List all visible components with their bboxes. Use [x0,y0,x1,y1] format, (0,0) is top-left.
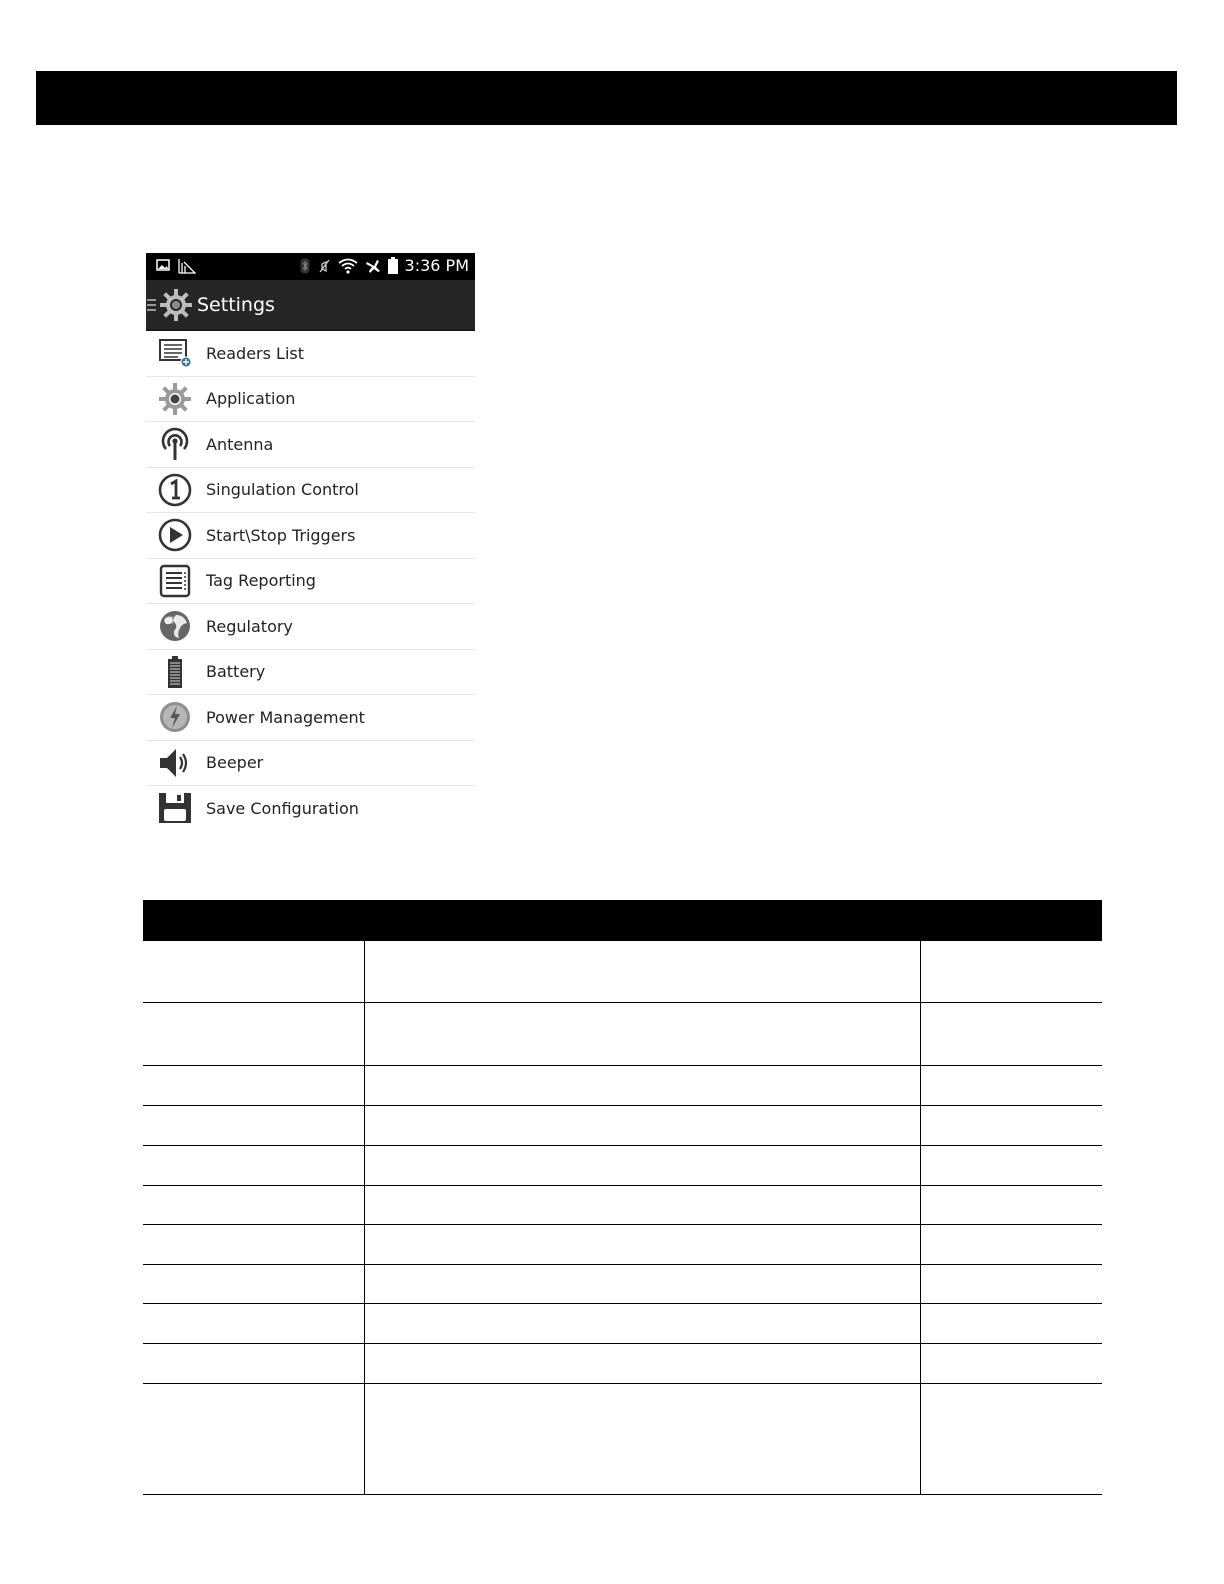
readers-list-icon [157,335,193,371]
floppy-icon [157,790,193,826]
table-row [143,1264,1102,1265]
app-bar[interactable] [146,280,475,331]
table-row [143,1065,1102,1066]
menu-item-power-management[interactable] [146,695,475,741]
number-one-icon [157,472,193,508]
image-icon [156,258,170,272]
app-title: Settings [197,293,275,316]
table-row [143,1343,1102,1344]
globe-icon [157,608,193,644]
menu-item-label: Beeper [206,753,264,773]
battery-icon [388,257,398,274]
antenna-icon [157,426,193,462]
battery-level-icon [157,654,193,690]
menu-item-label: Application [206,389,296,409]
menu-item-readers-list[interactable] [146,331,475,377]
menu-item-save-configuration[interactable] [146,786,475,831]
menu-item-tag-reporting[interactable] [146,559,475,605]
wifi-icon [338,258,358,274]
menu-item-beeper[interactable] [146,741,475,787]
menu-item-battery[interactable] [146,650,475,696]
menu-item-label: Readers List [206,343,305,363]
menu-item-label: Power Management [206,707,365,727]
power-icon [157,699,193,735]
status-time: 3:36 PM [404,256,469,275]
table-row [143,1145,1102,1146]
menu-item-start-stop-triggers[interactable] [146,513,475,559]
signal-icon [178,258,196,274]
table-row [143,1002,1102,1003]
status-bar [146,253,475,280]
mute-icon [317,258,331,274]
menu-item-label: Regulatory [206,616,293,636]
table-row [143,1383,1102,1384]
menu-item-application[interactable] [146,377,475,423]
menu-item-label: Singulation Control [206,480,359,500]
menu-item-antenna[interactable] [146,422,475,468]
table-header [143,900,1102,941]
gear-icon [157,381,193,417]
speaker-icon [157,745,193,781]
menu-item-label: Start\Stop Triggers [206,525,356,545]
column-divider [364,941,365,1494]
page-header-bar [36,71,1177,125]
settings-gear-icon [159,288,193,322]
report-icon [157,563,193,599]
bluetooth-icon [300,258,310,274]
menu-item-label: Battery [206,662,266,682]
menu-item-regulatory[interactable] [146,604,475,650]
settings-screenshot [146,253,475,818]
settings-menu [146,331,475,831]
menu-item-label: Antenna [206,434,274,454]
menu-item-singulation-control[interactable] [146,468,475,514]
table-row [143,1105,1102,1106]
menu-item-label: Save Configuration [206,798,359,818]
table-row [143,1303,1102,1304]
column-divider [920,941,921,1494]
airplane-icon [365,258,381,274]
play-icon [157,517,193,553]
menu-item-label: Tag Reporting [206,571,316,591]
table-row [143,1494,1102,1495]
drawer-icon[interactable] [147,299,159,311]
table-row [143,1185,1102,1186]
table-row [143,1224,1102,1225]
